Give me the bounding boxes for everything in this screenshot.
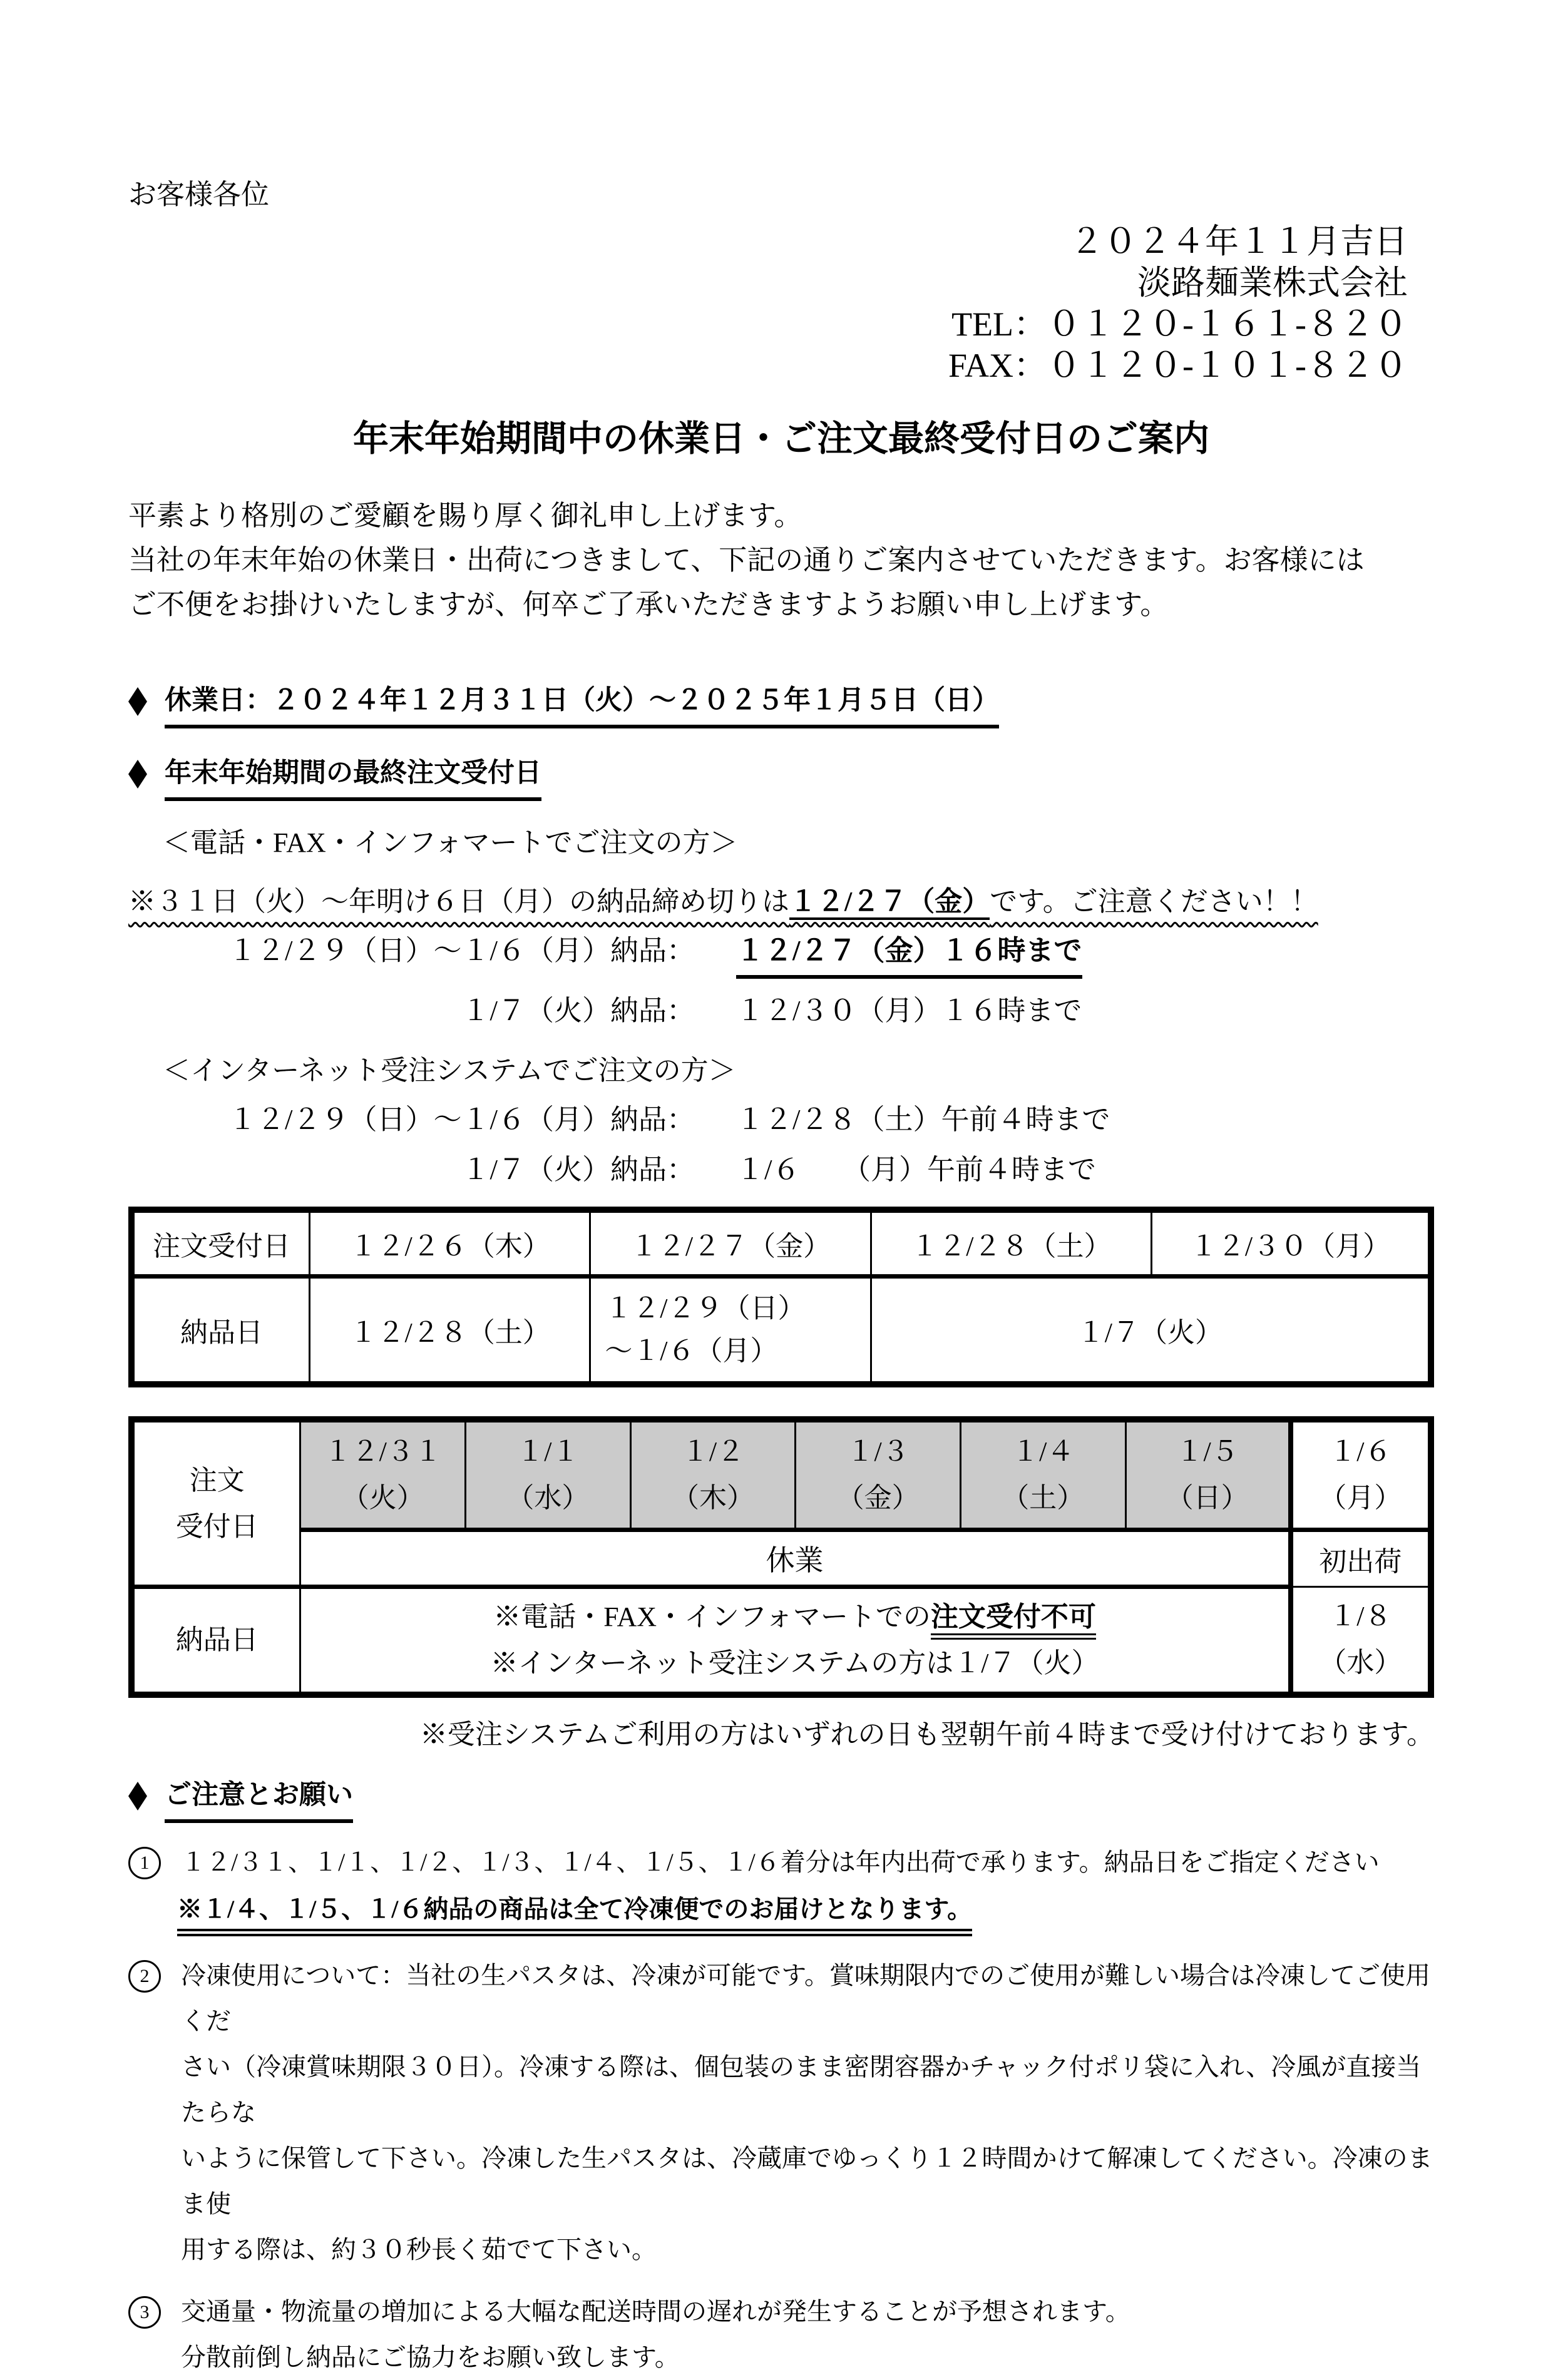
notes-heading-text: ご注意とお願い [165,1779,353,1823]
circled-number-3-icon: 3 [128,2296,161,2329]
note-item-2-line-2: さい（冷凍賞味期限３０日）。冷凍する際は、個包装のまま密閉容器かチャック付ポリ袋に入れ、冷風が直接当たらな [181,2053,1422,2127]
table-row [131,1277,1431,1385]
note-item-1 [128,1839,1434,1885]
table-row [131,1210,1431,1277]
closed-day-date: １２/３１ [324,1436,442,1467]
diamond-icon [128,1782,147,1811]
first-delivery-date: １/８ [1329,1601,1392,1632]
note-item-3-line-2: 分散前倒し納品にご協力をお願い致します。 [181,2343,680,2371]
page-title: 年末年始期間中の休業日・ご注文最終受付日のご案内 [353,419,1209,459]
note-item-1-text: １２/３１、１/１、１/２、１/３、１/４、１/５、１/６着分は年内出荷で承ります。納品日をご指定ください [181,1848,1380,1876]
note-item-3 [128,2289,1434,2380]
delivery-date-range-cell [590,1277,871,1385]
schedule-label: １/７（火）納品： [461,995,695,1026]
closed-period-cell: 休業 [300,1530,1291,1587]
closed-day-cell [300,1419,466,1530]
closed-day-cell [630,1419,796,1530]
delivery-note-1-emphasis: 注文受付不可 [931,1601,1096,1640]
order-date-cell: １２/２７（金） [590,1210,871,1277]
holiday-period-table [128,1416,1434,1698]
schedule-label: １２/２９（日）～１/６（月）納品： [228,935,695,966]
table-row [131,1587,1431,1695]
final-order-heading [128,757,1434,801]
delivery-date-row-label: 納品日 [131,1587,300,1695]
warning-post: です。ご注意ください！！ [990,886,1318,917]
closed-day-cell [466,1419,631,1530]
warning-pre: ※３１日（火）～年明け６日（月）の納品締め切りは [128,886,789,917]
closed-day-dow: （金） [836,1483,920,1513]
delivery-note-1-pre: ※電話・FAX・インフォマートでの [493,1601,931,1632]
sender-block [128,221,1434,386]
closed-day-cell [1125,1419,1291,1530]
note-item-2-line-3: いように保管して下さい。冷凍した生パスタは、冷蔵庫でゆっくり１２時間かけて解凍してください。冷凍のまま使 [181,2144,1433,2218]
delivery-note-2: ※インターネット受注システムの方は１/７（火） [490,1648,1099,1678]
internet-order-subheading: ＜インターネット受注システムでご注文の方＞ [163,1055,736,1086]
tel-line: TEL：０１２０-１６１-８２０ [951,305,1408,343]
fax-line: FAX：０１２０-１０１-８２０ [948,347,1408,384]
holiday-heading-text: 休業日：２０２４年１２月３１日（火）～２０２５年１月５日（日） [165,685,999,728]
company-name: 淡路麺業株式会社 [1137,264,1408,302]
closed-day-date: １/２ [681,1436,745,1467]
open-day-cell [1291,1419,1431,1530]
closed-day-dow: （日） [1166,1483,1249,1513]
order-label-line-2: 受付日 [175,1511,259,1542]
final-order-heading-text: 年末年始期間の最終注文受付日 [165,757,541,801]
closed-day-dow: （火） [341,1483,424,1513]
first-delivery-dow: （水） [1319,1647,1402,1678]
closed-day-cell [960,1419,1125,1530]
closed-day-dow: （木） [671,1483,754,1513]
schedule-label: １２/２９（日）～１/６（月）納品： [228,1104,695,1135]
delivery-notes-cell [300,1587,1291,1695]
table-row [131,1419,1431,1530]
intro-paragraph [128,494,1434,627]
deadline-warning-line [128,885,1434,919]
diamond-icon [128,687,147,716]
delivery-note-1 [302,1594,1287,1640]
table-row [131,1530,1431,1587]
order-date-cell: １２/２６（木） [309,1210,590,1277]
delivery-date-cell: １２/２８（土） [309,1277,590,1385]
closed-day-date: １/５ [1176,1436,1239,1467]
schedule-label: １/７（火）納品： [461,1154,695,1185]
delivery-range-line-1: １２/２９（日） [605,1293,806,1324]
closed-day-date: １/４ [1012,1436,1075,1467]
note-item-3-line-1: 交通量・物流量の増加による大幅な配送時間の遅れが発生することが予想されます。 [181,2297,1130,2326]
phone-order-subheading: ＜電話・FAX・インフォマートでご注文の方＞ [163,827,738,858]
order-date-row-label [131,1419,300,1587]
order-date-cell: １２/２８（土） [871,1210,1151,1277]
open-day-date: １/６ [1329,1436,1392,1467]
internet-schedule-line-1 [128,1101,1434,1138]
phone-schedule-line-1 [128,932,1434,979]
note-item-2-line-1: 冷凍使用について：当社の生パスタは、冷凍が可能です。賞味期限内でのご使用が難しい場合は冷凍してご使用くだ [181,1961,1430,2035]
first-shipment-cell: 初出荷 [1291,1530,1431,1587]
delivery-date-row-label: 納品日 [131,1277,309,1385]
issue-date: ２０２４年１１月吉日 [1070,223,1408,260]
diamond-icon [128,760,147,789]
note-item-2-text [181,1953,1434,2272]
schedule-value: １２/２８（土）午前４時まで [736,1104,1110,1135]
schedule-value-emphasized: １２/２７（金）１６時まで [736,932,1082,979]
order-date-row-label: 注文受付日 [131,1210,309,1277]
intro-line-3: ご不便をお掛けいたしますが、何卒ご了承いただきますようお願い申し上げます。 [128,589,1169,620]
schedule-value: １/６ （月）午前４時まで [736,1154,1097,1185]
intro-line-1: 平素より格別のご愛顧を賜り厚く御礼申し上げます。 [128,500,802,531]
closed-day-cell [796,1419,961,1530]
system-footnote: ※受注システムご利用の方はいずれの日も翌朝午前４時まで受け付けております。 [419,1719,1434,1750]
note-item-2 [128,1953,1434,2272]
circled-number-1-icon: 1 [128,1847,161,1879]
intro-line-2: 当社の年末年始の休業日・出荷につきまして、下記の通りご案内させていただきます。お客様には [128,544,1365,576]
schedule-value: １２/３０（月）１６時まで [736,995,1082,1026]
note-item-3-text [181,2289,1434,2380]
note-item-1-sub-row [177,1894,1434,1936]
phone-schedule-line-2 [128,993,1434,1029]
order-date-cell: １２/３０（月） [1152,1210,1431,1277]
closed-day-dow: （土） [1002,1483,1085,1513]
note-item-2-line-4: 用する際は、約３０秒長く茹でて下さい。 [181,2235,657,2264]
closed-day-dow: （水） [506,1483,590,1513]
notes-heading [128,1779,1434,1823]
delivery-range-line-2: ～１/６（月） [605,1336,778,1366]
open-day-dow: （月） [1319,1483,1402,1513]
internet-schedule-line-2 [128,1152,1434,1188]
recipient-line: お客様各位 [128,179,270,210]
delivery-date-merged-cell: １/７（火） [871,1277,1431,1385]
order-delivery-table [128,1207,1434,1387]
frozen-delivery-warning: ※１/４、１/５、１/６納品の商品は全て冷凍便でのお届けとなります。 [177,1894,972,1936]
circled-number-2-icon: 2 [128,1960,161,1993]
warning-emphasis: １２/２７（金） [789,886,990,920]
closed-day-date: １/３ [846,1436,910,1467]
closed-day-date: １/１ [516,1436,580,1467]
holiday-heading [128,685,1434,728]
order-label-line-1: 注文 [189,1464,245,1496]
first-delivery-day-cell [1291,1587,1431,1695]
